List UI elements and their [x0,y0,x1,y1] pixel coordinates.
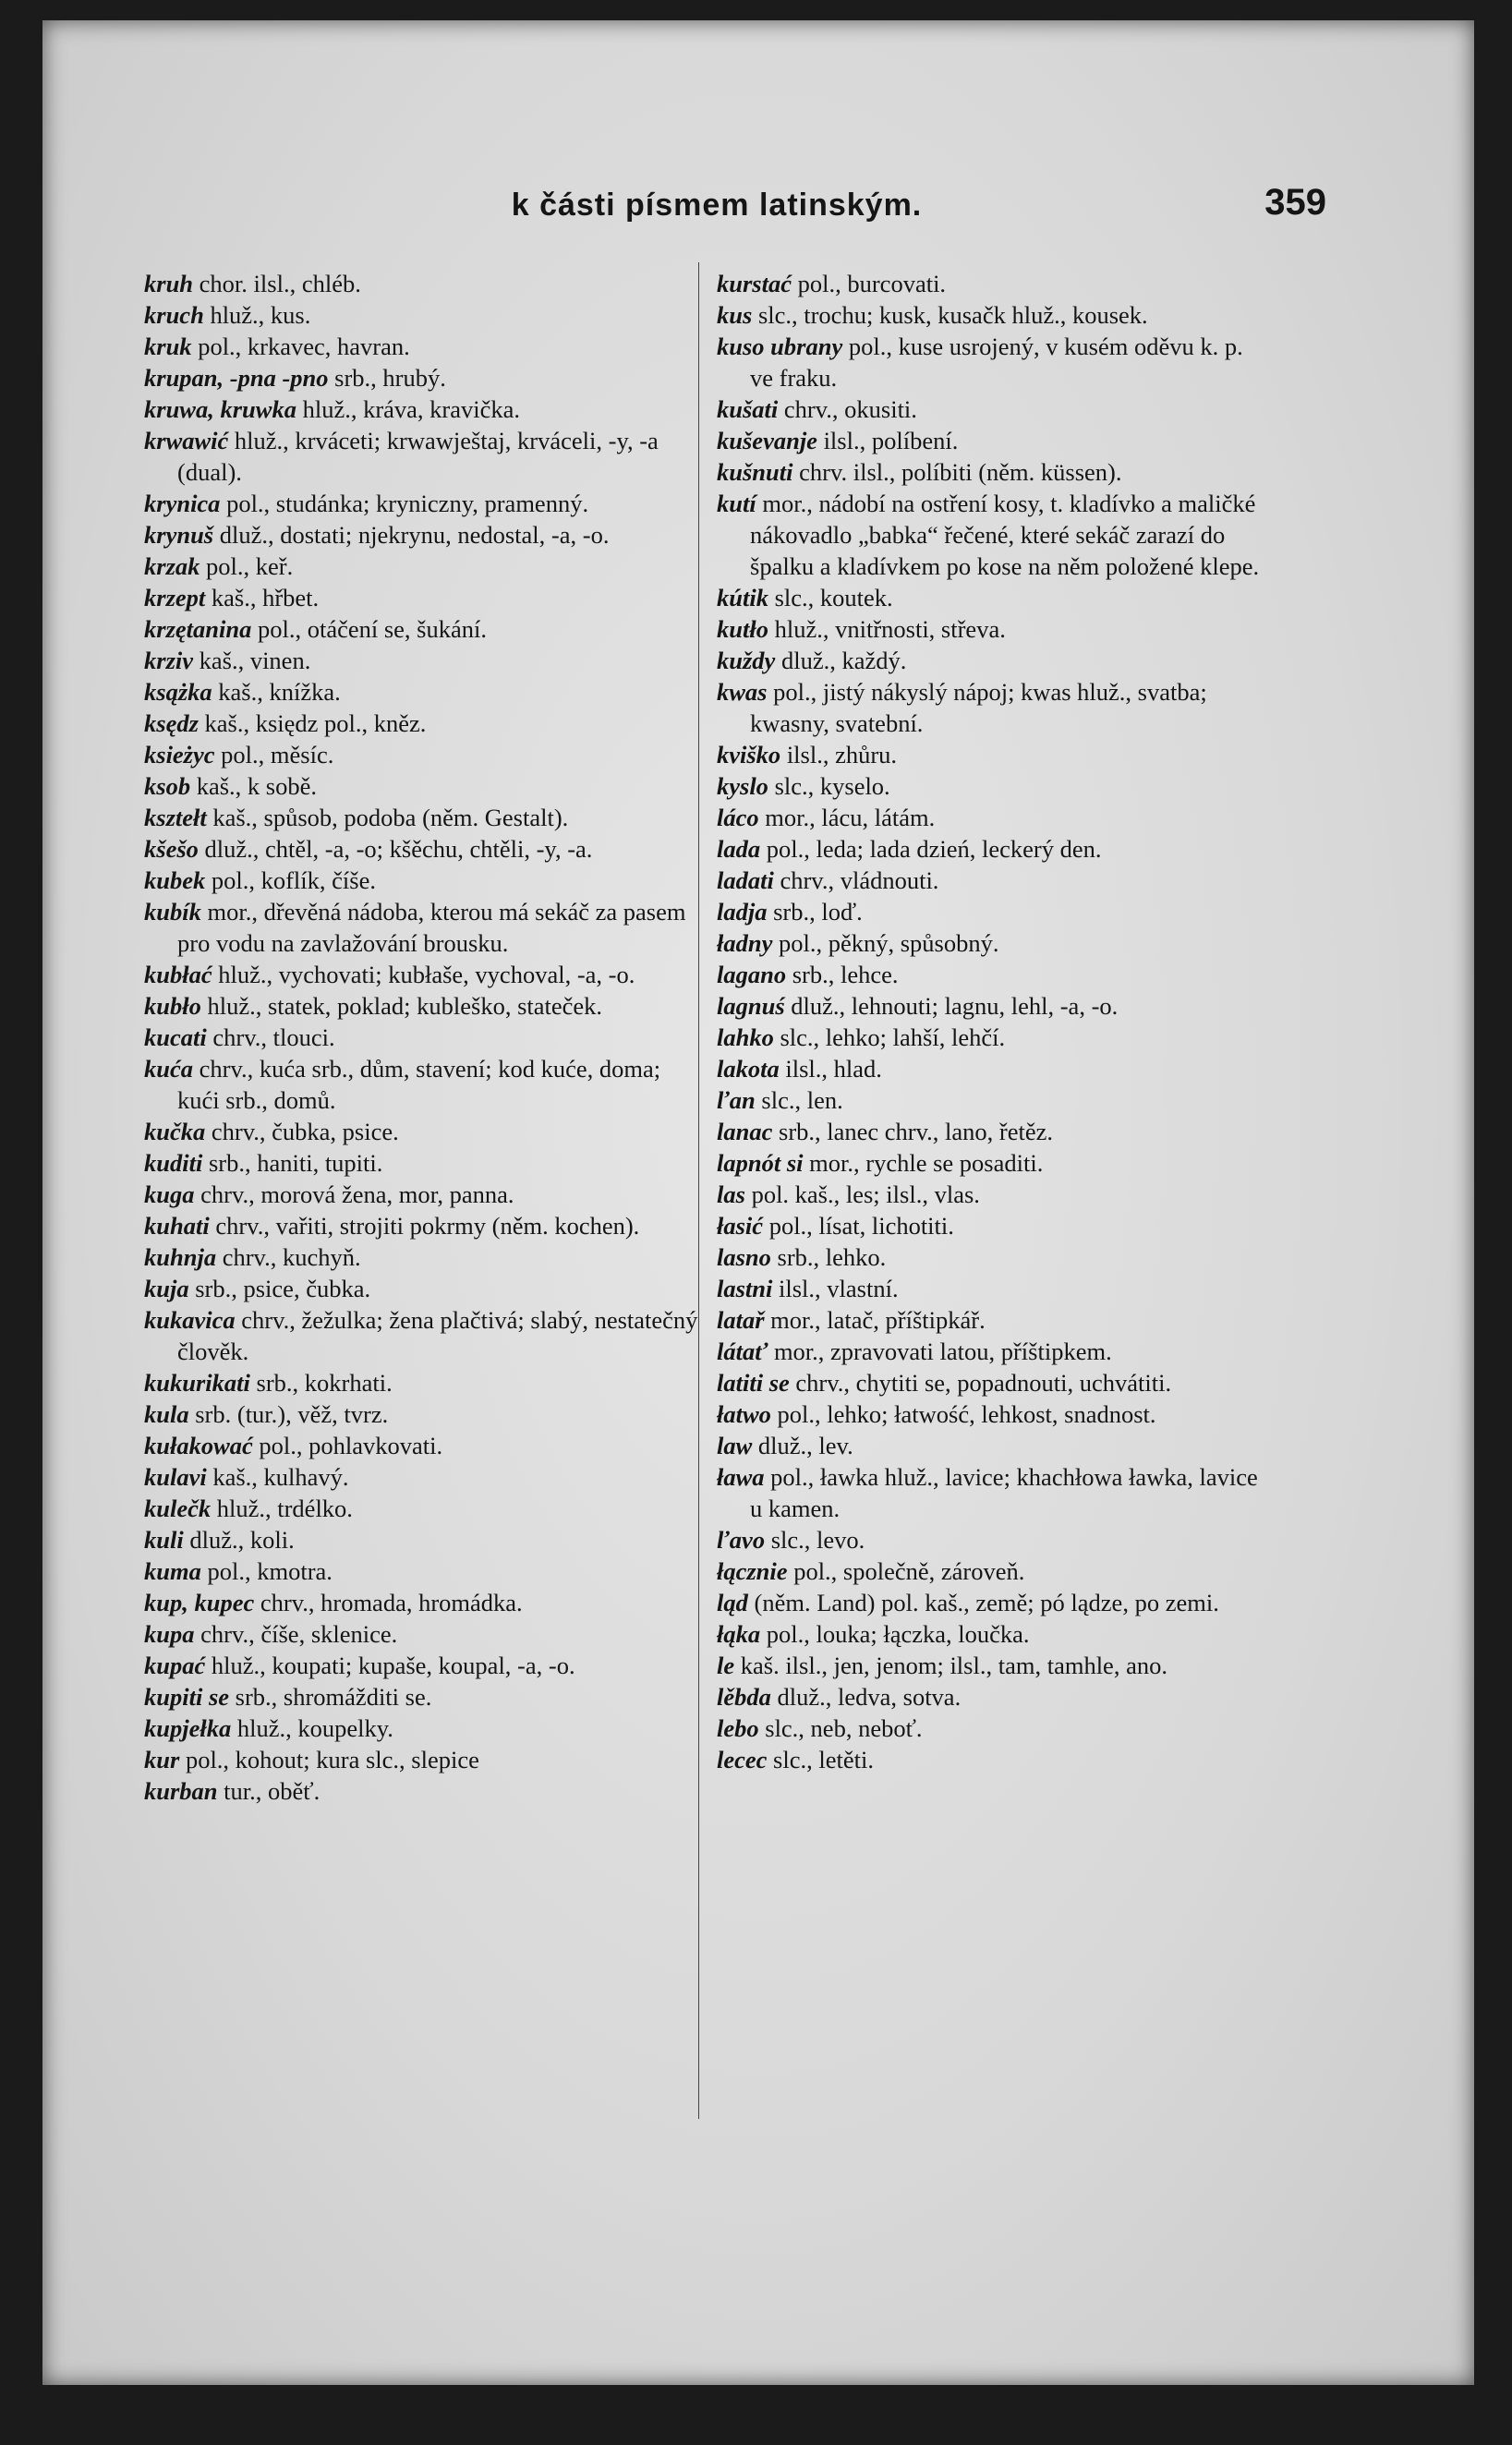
entry-headword: kútik [717,584,768,611]
dictionary-entry [144,1587,698,1618]
entry-headword: kus [717,301,753,329]
entry-headword: łasić [717,1212,764,1240]
dictionary-entry [144,1304,698,1367]
entry-definition: mor., lácu, látám. [765,804,936,831]
dictionary-entry [717,1022,1271,1053]
entry-headword: latař [717,1306,765,1334]
entry-headword: kubek [144,866,206,894]
entry-definition: chrv., hromada, hromádka. [260,1589,523,1616]
entry-definition: chor. ilsl., chléb. [199,270,361,297]
dictionary-entry [144,1210,698,1241]
entry-headword: lapnót si [717,1149,804,1177]
dictionary-entry [717,1650,1271,1681]
entry-headword: krynuš [144,521,214,549]
entry-definition: mor., dřevěná nádoba, kterou má sekáč za pasem pro vodu na zavlažování brousku. [177,898,686,957]
entry-headword: lasno [717,1243,771,1271]
dictionary-entry [144,1147,698,1179]
dictionary-entry [144,1367,698,1398]
entry-headword: lada [717,835,761,863]
entry-definition: ilsl., vlastní. [779,1275,899,1302]
entry-definition: dluž., dostati; njekrynu, nedostal, -a, -o. [219,521,610,549]
dictionary-entry [144,1022,698,1053]
entry-headword: kuli [144,1526,184,1554]
entry-headword: lagano [717,961,787,988]
dictionary-entry [144,425,698,488]
entry-headword: lastni [717,1275,773,1302]
dictionary-entry [717,1524,1271,1555]
entry-headword: kułakować [144,1432,253,1459]
entry-definition: slc., lehko; lahší, lehčí. [780,1023,1006,1051]
dictionary-entry [717,488,1271,582]
dictionary-entry [144,708,698,739]
dictionary-entry [144,865,698,896]
running-title: k části písmem latinským. [511,188,923,223]
page-header [116,182,1326,237]
entry-headword: ładny [717,929,773,957]
dictionary-entry [717,393,1271,425]
entry-definition: pol., kohout; kura slc., slepice [185,1746,479,1773]
entry-definition: chrv., morová žena, mor, panna. [200,1180,514,1208]
entry-definition: slc., neb, neboť. [765,1714,923,1742]
entry-definition: dluž., chtěl, -a, -o; kšěchu, chtěli, -y, -a. [204,835,593,863]
entry-definition: srb., shromážditi se. [235,1683,432,1711]
entry-definition: pol., otáčení se, šukání. [257,615,487,643]
entry-headword: kruh [144,270,194,297]
dictionary-entry [144,331,698,362]
entry-headword: kur [144,1746,180,1773]
entry-headword: látať [717,1337,768,1365]
dictionary-entry [144,1398,698,1430]
entry-headword: law [717,1432,753,1459]
dictionary-entry [144,833,698,865]
entry-headword: kušnuti [717,458,793,486]
dictionary-entry [717,1744,1271,1775]
entry-headword: krzept [144,584,206,611]
entry-definition: pol., pěkný, spůsobný. [779,929,999,957]
entry-headword: krupan, -pna -pno [144,364,329,392]
dictionary-entry [717,1398,1271,1430]
entry-definition: srb., hrubý. [334,364,446,392]
entry-definition: dluž., každý. [780,647,907,674]
dictionary-entry [717,1273,1271,1304]
entry-headword: kruwa, kruwka [144,395,296,423]
dictionary-entry [144,896,698,959]
entry-headword: kutło [717,615,768,643]
entry-definition: hluž., statek, poklad; kubleško, stateček. [207,992,603,1020]
entry-definition: pol., lehko; łatwość, lehkost, snadnost. [777,1400,1156,1428]
dictionary-entry [144,362,698,393]
entry-definition: slc., koutek. [774,584,893,611]
dictionary-entry [717,1304,1271,1336]
dictionary-entry [717,645,1271,676]
dictionary-entry [144,1775,698,1807]
entry-definition: hluž., kus. [210,301,311,329]
entry-headword: krzętanina [144,615,252,643]
entry-headword: kulečk [144,1495,212,1522]
entry-headword: latiti se [717,1369,790,1397]
entry-headword: las [717,1180,745,1208]
dictionary-entry [717,959,1271,990]
entry-definition: chrv., tlouci. [212,1023,335,1051]
entry-headword: ksztełt [144,804,207,831]
dictionary-entry [144,1116,698,1147]
dictionary-entry [144,676,698,708]
entry-definition: dluž., ledva, sotva. [777,1683,962,1711]
entry-headword: kubło [144,992,201,1020]
entry-definition: hluž., kráva, kravička. [302,395,521,423]
dictionary-entry [144,1618,698,1650]
entry-headword: kukurikati [144,1369,250,1397]
dictionary-entry [717,1367,1271,1398]
dictionary-entry [144,1555,698,1587]
entry-headword: lakota [717,1055,780,1083]
dictionary-entry [717,1713,1271,1744]
entry-headword: kubík [144,898,201,926]
dictionary-entry [717,331,1271,393]
entry-definition: mor., rychle se posaditi. [809,1149,1044,1177]
entry-headword: lebo [717,1714,759,1742]
entry-definition: ilsl., hlad. [785,1055,882,1083]
entry-definition: chrv., kuchyň. [222,1243,361,1271]
entry-definition: slc., trochu; kusk, kusačk hluž., kousek. [757,301,1148,329]
dictionary-entry [144,959,698,990]
entry-headword: ksędz [144,709,199,737]
entry-definition: kaš., hřbet. [211,584,320,611]
entry-headword: kyslo [717,772,768,800]
dictionary-entry [717,1053,1271,1084]
dictionary-entry [717,1179,1271,1210]
dictionary-entry [144,299,698,331]
dictionary-entry [144,582,698,613]
dictionary-entry [144,1650,698,1681]
dictionary-entry [717,896,1271,927]
entry-definition: pol., kmotra. [207,1557,333,1585]
entry-definition: ilsl., zhůru. [786,741,898,769]
entry-definition: hluž., koupelky. [236,1714,393,1742]
entry-definition: pol., krkavec, havran. [198,333,410,360]
dictionary-entry [717,613,1271,645]
entry-definition: dluž., koli. [189,1526,295,1554]
entry-definition: hluž., vychovati; kubłaše, vychoval, -a, -o. [218,961,635,988]
entry-headword: kwas [717,678,768,706]
entry-definition: chrv., kuća srb., dům, stavení; kod kuće, doma; kući srb., domů. [177,1055,661,1114]
dictionary-entry [144,488,698,519]
entry-headword: ľavo [717,1526,766,1554]
entry-definition: srb., psice, čubka. [195,1275,371,1302]
entry-definition: pol., ławka hluž., lavice; khachłowa ławka, lavice u kamen. [750,1463,1258,1522]
dictionary-entry [144,1744,698,1775]
entry-headword: kupa [144,1620,195,1648]
entry-definition: chrv., čubka, psice. [211,1118,399,1145]
entry-headword: kuhnja [144,1243,217,1271]
entry-definition: kaš., spůsob, podoba (něm. Gestalt). [212,804,569,831]
dictionary-entry [717,582,1271,613]
entry-headword: kučka [144,1118,206,1145]
entry-headword: le [717,1652,735,1679]
dictionary-entry [144,519,698,551]
entry-headword: krynica [144,490,221,517]
entry-headword: kulavi [144,1463,207,1491]
entry-headword: lěbda [717,1683,771,1711]
entry-headword: kucati [144,1023,207,1051]
right-column [717,268,1271,1775]
entry-definition: mor., zpravovati latou, příštipkem. [773,1337,1112,1365]
dictionary-entry [144,739,698,770]
entry-headword: kup, kupec [144,1589,255,1616]
entry-headword: krziv [144,647,193,674]
entry-definition: srb., lehko. [777,1243,887,1271]
entry-definition: pol., burcovati. [797,270,947,297]
entry-definition: hluž., krváceti; krwawještaj, krváceli, -y, -a (dual). [177,427,659,486]
dictionary-entry [144,1273,698,1304]
entry-headword: kviško [717,741,781,769]
entry-definition: pol., koflík, číše. [211,866,376,894]
entry-definition: srb., loď. [773,898,863,926]
entry-headword: kuševanje [717,427,817,454]
dictionary-entry [144,1179,698,1210]
entry-definition: pol., louka; łączka, loučka. [766,1620,1030,1648]
entry-definition: slc., levo. [770,1526,865,1554]
entry-headword: łącznie [717,1557,788,1585]
entry-definition: slc., kyselo. [774,772,890,800]
entry-headword: lagnuś [717,992,785,1020]
entry-headword: łąka [717,1620,761,1648]
entry-definition: kaš., kulhavý. [212,1463,349,1491]
entry-definition: mor., latač, příštipkář. [770,1306,986,1334]
dictionary-entry [717,865,1271,896]
dictionary-entry [717,1210,1271,1241]
dictionary-entry [717,770,1271,802]
entry-definition: hluž., koupati; kupaše, koupal, -a, -o. [211,1652,575,1679]
dictionary-entry [717,1587,1271,1618]
entry-definition: pol., keř. [206,552,294,580]
entry-headword: ľan [717,1086,756,1114]
dictionary-entry [144,393,698,425]
entry-headword: kubłać [144,961,212,988]
entry-headword: kuždy [717,647,776,674]
entry-headword: kšešo [144,835,199,863]
entry-headword: łatwo [717,1400,771,1428]
entry-headword: kruk [144,333,192,360]
entry-definition: pol., společně, zároveň. [793,1557,1025,1585]
entry-headword: kuma [144,1557,201,1585]
dictionary-entry [144,268,698,299]
entry-definition: kaš., vinen. [199,647,311,674]
entry-headword: kuditi [144,1149,203,1177]
entry-definition: chrv. ilsl., políbiti (něm. küssen). [799,458,1122,486]
dictionary-entry [717,268,1271,299]
dictionary-entry [144,1461,698,1493]
dictionary-entry [144,802,698,833]
dictionary-entry [144,1241,698,1273]
dictionary-page [42,20,1474,2385]
entry-definition: slc., len. [761,1086,843,1114]
entry-headword: kuga [144,1180,195,1208]
entry-headword: kurstać [717,270,792,297]
entry-definition: hluž., trdélko. [216,1495,353,1522]
entry-headword: kukavica [144,1306,236,1334]
entry-headword: kuća [144,1055,193,1083]
dictionary-entry [144,613,698,645]
dictionary-entry [717,1461,1271,1524]
dictionary-entry [144,1681,698,1713]
entry-headword: ksob [144,772,191,800]
entry-definition: pol. kaš., les; ilsl., vlas. [751,1180,980,1208]
entry-definition: pol., kuse usrojený, v kusém oděvu k. p. ve fraku. [750,333,1243,392]
dictionary-entry [144,1430,698,1461]
dictionary-entry [717,425,1271,456]
entry-definition: dluž., lev. [757,1432,853,1459]
entry-definition: pol., leda; lada dzień, leckerý den. [766,835,1102,863]
entry-definition: tur., oběť. [224,1777,321,1805]
dictionary-entry [717,1555,1271,1587]
entry-headword: kuja [144,1275,189,1302]
dictionary-entry [717,1147,1271,1179]
entry-definition: hluž., vnitřnosti, střeva. [774,615,1006,643]
entry-definition: chrv., vařiti, strojiti pokrmy (něm. kochen). [215,1212,640,1240]
entry-definition: pol., pohlavkovati. [259,1432,443,1459]
entry-headword: kurban [144,1777,218,1805]
entry-headword: krwawić [144,427,229,454]
dictionary-entry [717,299,1271,331]
dictionary-entry [717,833,1271,865]
entry-definition: slc., letěti. [773,1746,874,1773]
left-column [144,268,698,1807]
entry-headword: ladja [717,898,768,926]
entry-headword: kušati [717,395,779,423]
entry-definition: ilsl., políbení. [823,427,959,454]
dictionary-entry [717,1116,1271,1147]
entry-definition: pol., lísat, lichotiti. [768,1212,954,1240]
entry-definition: srb., lanec chrv., lano, řetěz. [779,1118,1053,1145]
dictionary-entry [144,1713,698,1744]
entry-headword: ladati [717,866,774,894]
entry-headword: kupać [144,1652,206,1679]
entry-headword: lanac [717,1118,773,1145]
entry-definition: pol., studánka; kryniczny, pramenný. [226,490,589,517]
dictionary-entry [144,1524,698,1555]
dictionary-entry [144,645,698,676]
dictionary-entry [717,990,1271,1022]
entry-headword: kruch [144,301,204,329]
dictionary-entry [717,739,1271,770]
entry-definition: (něm. Land) pol. kaš., země; pó lądze, po zemi. [754,1589,1219,1616]
dictionary-entry [717,1084,1271,1116]
entry-definition: chrv., číše, sklenice. [200,1620,398,1648]
dictionary-entry [717,1430,1271,1461]
dictionary-entry [717,927,1271,959]
entry-headword: lecec [717,1746,768,1773]
entry-headword: kutí [717,490,756,517]
entry-definition: kaš., k sobě. [196,772,317,800]
dictionary-entry [144,1493,698,1524]
entry-definition: srb., kokrhati. [256,1369,393,1397]
dictionary-entry [144,770,698,802]
dictionary-entry [717,1681,1271,1713]
dictionary-entry [717,1241,1271,1273]
entry-definition: chrv., okusiti. [783,395,917,423]
entry-definition: pol., jistý nákyslý nápoj; kwas hluž., svatba; kwasny, svatební. [750,678,1207,737]
entry-definition: srb., haniti, tupiti. [208,1149,383,1177]
entry-headword: ława [717,1463,765,1491]
entry-headword: krzak [144,552,200,580]
dictionary-entry [717,1336,1271,1367]
dictionary-entry [144,551,698,582]
entry-definition: pol., měsíc. [221,741,334,769]
entry-definition: srb., lehce. [792,961,899,988]
entry-definition: dluž., lehnouti; lagnu, lehl, -a, -o. [791,992,1119,1020]
entry-definition: kaš. ilsl., jen, jenom; ilsl., tam, tamhle, ano. [740,1652,1167,1679]
entry-headword: kuhati [144,1212,210,1240]
entry-definition: kaš., knížka. [218,678,341,706]
entry-headword: láco [717,804,759,831]
dictionary-entry [717,1618,1271,1650]
dictionary-entry [717,676,1271,739]
entry-definition: chrv., žežulka; žena plačtivá; slabý, nestatečný člověk. [177,1306,698,1365]
entry-headword: ksieżyc [144,741,215,769]
entry-definition: chrv., chytiti se, popadnouti, uchvátiti. [795,1369,1172,1397]
page-number: 359 [1264,182,1326,223]
entry-headword: ląd [717,1589,748,1616]
entry-headword: kula [144,1400,189,1428]
entry-headword: lahko [717,1023,774,1051]
dictionary-entry [717,456,1271,488]
dictionary-entry [144,1053,698,1116]
dictionary-entry [717,802,1271,833]
entry-definition: srb. (tur.), věž, tvrz. [195,1400,389,1428]
entry-headword: ksążka [144,678,212,706]
entry-headword: kupiti se [144,1683,230,1711]
entry-definition: mor., nádobí na ostření kosy, t. kladívko a maličké nákovadlo „babka“ řečené, které sekáč zarazí do špalku a kladívkem po kose na něm položené klepe. [750,490,1260,580]
entry-headword: kupjełka [144,1714,232,1742]
entry-definition: kaš., księdz pol., kněz. [204,709,427,737]
entry-headword: kuso ubrany [717,333,843,360]
entry-definition: chrv., vládnouti. [780,866,939,894]
dictionary-entry [144,990,698,1022]
